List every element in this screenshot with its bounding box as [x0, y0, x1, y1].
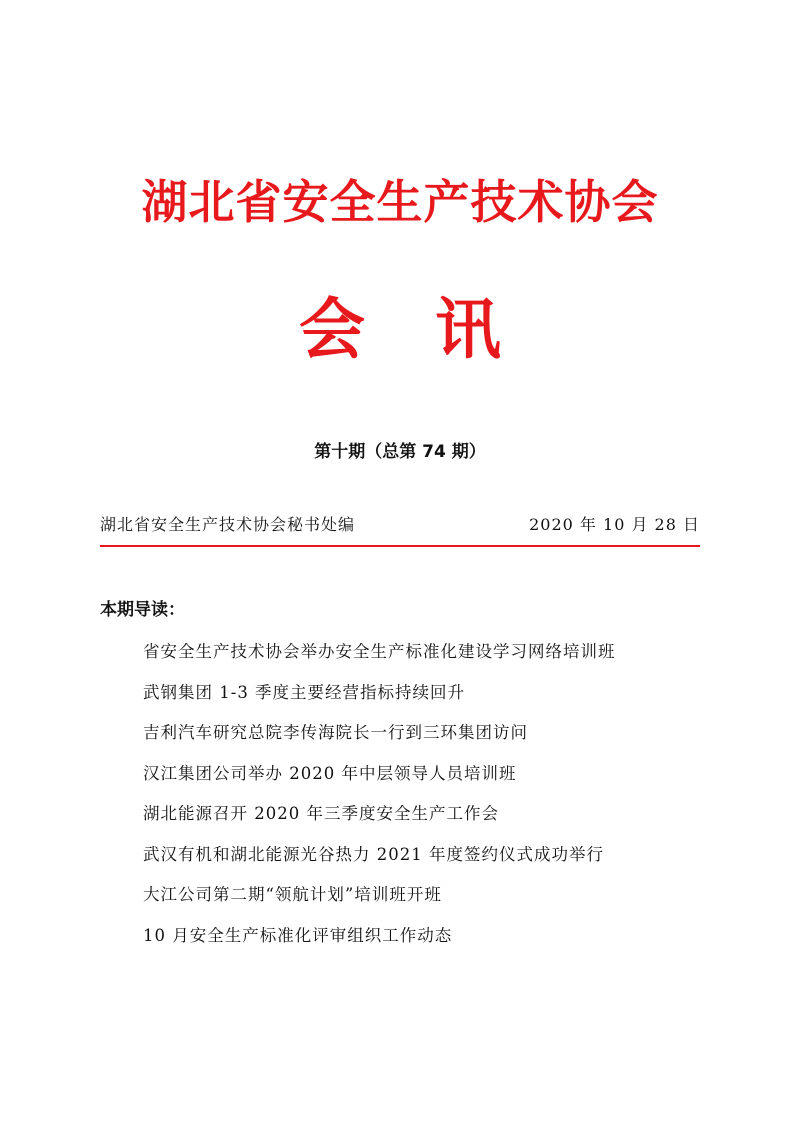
toc-item[interactable]: 武汉有机和湖北能源光谷热力 2021 年度签约仪式成功举行: [143, 844, 604, 864]
red-divider: [100, 545, 700, 547]
meta-row: [100, 512, 700, 538]
toc-heading: 本期导读：: [100, 600, 185, 620]
toc-item[interactable]: 吉利汽车研究总院李传海院长一行到三环集团访问: [143, 723, 528, 742]
toc-list: [143, 632, 703, 956]
toc-item[interactable]: 汉江集团公司举办 2020 年中层领导人员培训班: [143, 763, 517, 783]
doc-type-title: 会讯: [299, 291, 571, 368]
editor-line: 湖北省安全生产技术协会秘书处编: [100, 515, 356, 534]
org-title: 湖北省安全生产技术协会: [141, 175, 659, 229]
toc-item[interactable]: 大江公司第二期“领航计划”培训班开班: [143, 885, 442, 904]
toc-item[interactable]: 10 月安全生产标准化评审组织工作动态: [143, 925, 453, 945]
publish-date: 2020 年 10 月 28 日: [529, 515, 700, 534]
toc-item[interactable]: 省安全生产技术协会举办安全生产标准化建设学习网络培训班: [143, 642, 616, 661]
toc-item[interactable]: 湖北能源召开 2020 年三季度安全生产工作会: [143, 804, 499, 823]
toc-item[interactable]: 武钢集团 1-3 季度主要经营指标持续回升: [143, 682, 466, 702]
issue-number: 第十期（总第 74 期）: [314, 442, 486, 462]
